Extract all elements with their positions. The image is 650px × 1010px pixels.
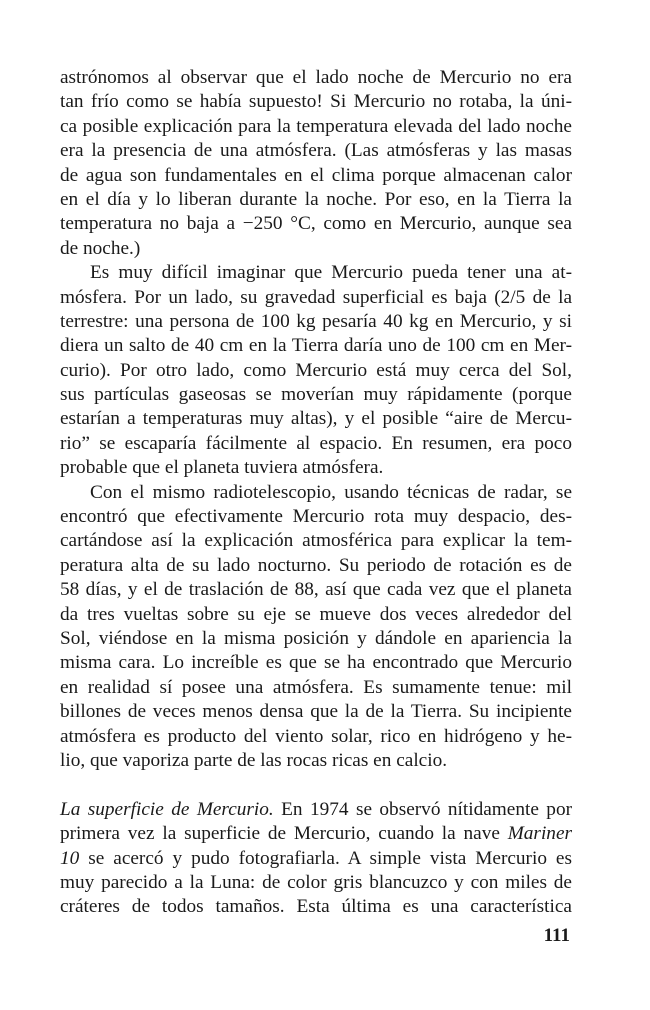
page-number: 111 [543,925,570,946]
text-line: misma cara. Lo increíble es que se ha encontrado que Mercurio [60,652,572,674]
text-line: Con el mismo radiotelescopio, usando técnicas de radar, se [90,481,572,503]
text-line: ca posible explicación para la temperatura elevada del lado noche [60,115,572,137]
paragraph-gap [60,773,572,797]
text-fragment: primera vez la superficie de Mercurio, cuando la nave [60,823,508,845]
text-line: astrónomos al observar que el lado noche de Mercurio no era [60,67,572,88]
text-line: muy parecido a la Luna: de color gris blancuzco y con miles de [60,871,572,893]
text-line [60,847,572,871]
text-line: billones de veces menos densa que la de la Tierra. Su incipiente [60,701,572,723]
text-line: estarían a temperaturas muy altas), y el posible “aire de Mercu- [60,408,572,430]
paragraph-3 [60,481,572,774]
text-line: terrestre: una persona de 100 kg pesaría 40 kg en Mercurio, y si [60,310,572,332]
text-line: rio” se escaparía fácilmente al espacio. En resumen, era poco [60,432,572,454]
text-line: mósfera. Por un lado, su gravedad superficial es baja (2/5 de la [60,286,572,308]
text-line: peratura alta de su lado nocturno. Su periodo de rotación es de [60,554,572,576]
text-fragment: En 1974 se observó nítidamente por [273,798,573,820]
text-line: temperatura no baja a −250 °C, como en Mercurio, aunque sea [60,213,572,235]
body-text [60,66,572,920]
text-line [60,798,572,822]
section-heading: La superficie de Mercurio. [60,798,274,820]
text-line: encontró que efectivamente Mercurio rota muy despacio, des- [60,506,572,528]
text-line: da tres vueltas sobre su eje se mueve dos veces alrededor del [60,603,572,625]
text-line: sus partículas gaseosas se moverían muy rápidamente (porque [60,384,572,406]
text-line: curio). Por otro lado, como Mercurio está muy cerca del Sol, [60,359,572,381]
text-line: atmósfera es producto del viento solar, rico en hidrógeno y he- [60,725,572,747]
text-line [60,822,572,846]
text-line: era la presencia de una atmósfera. (Las atmósferas y las masas [60,140,572,162]
text-line: en el día y lo liberan durante la noche. Por eso, en la Tierra la [60,188,572,210]
text-fragment: se acercó y pudo fotografiarla. A simple vista Mercurio es [79,847,572,869]
text-line: de agua son fundamentales en el clima porque almacenan calor [60,164,572,186]
text-line: probable que el planeta tuviera atmósfera. [60,457,384,479]
text-line: 58 días, y el de traslación de 88, así que cada vez que el planeta [60,579,572,601]
text-line: lio, que vaporiza parte de las rocas ricas en calcio. [60,749,448,771]
paragraph-1 [60,66,572,261]
text-line: cráteres de todos tamaños. Esta última es una característica [60,896,572,918]
ship-name: 10 [60,847,80,869]
paragraph-2 [60,261,572,481]
text-line: diera un salto de 40 cm en la Tierra daría uno de 100 cm en Mer- [60,335,572,357]
text-line: de noche.) [60,237,141,259]
text-line: Es muy difícil imaginar que Mercurio pueda tener una at- [90,262,572,284]
text-line: cartándose así la explicación atmosférica para explicar la tem- [60,530,572,552]
text-line: Sol, viéndose en la misma posición y dándole en apariencia la [60,627,572,649]
ship-name: Mariner [507,823,572,845]
text-line: tan frío como se había supuesto! Si Mercurio no rotaba, la úni- [60,91,572,113]
paragraph-4 [60,798,572,920]
text-line: en realidad sí posee una atmósfera. Es sumamente tenue: mil [60,676,572,698]
